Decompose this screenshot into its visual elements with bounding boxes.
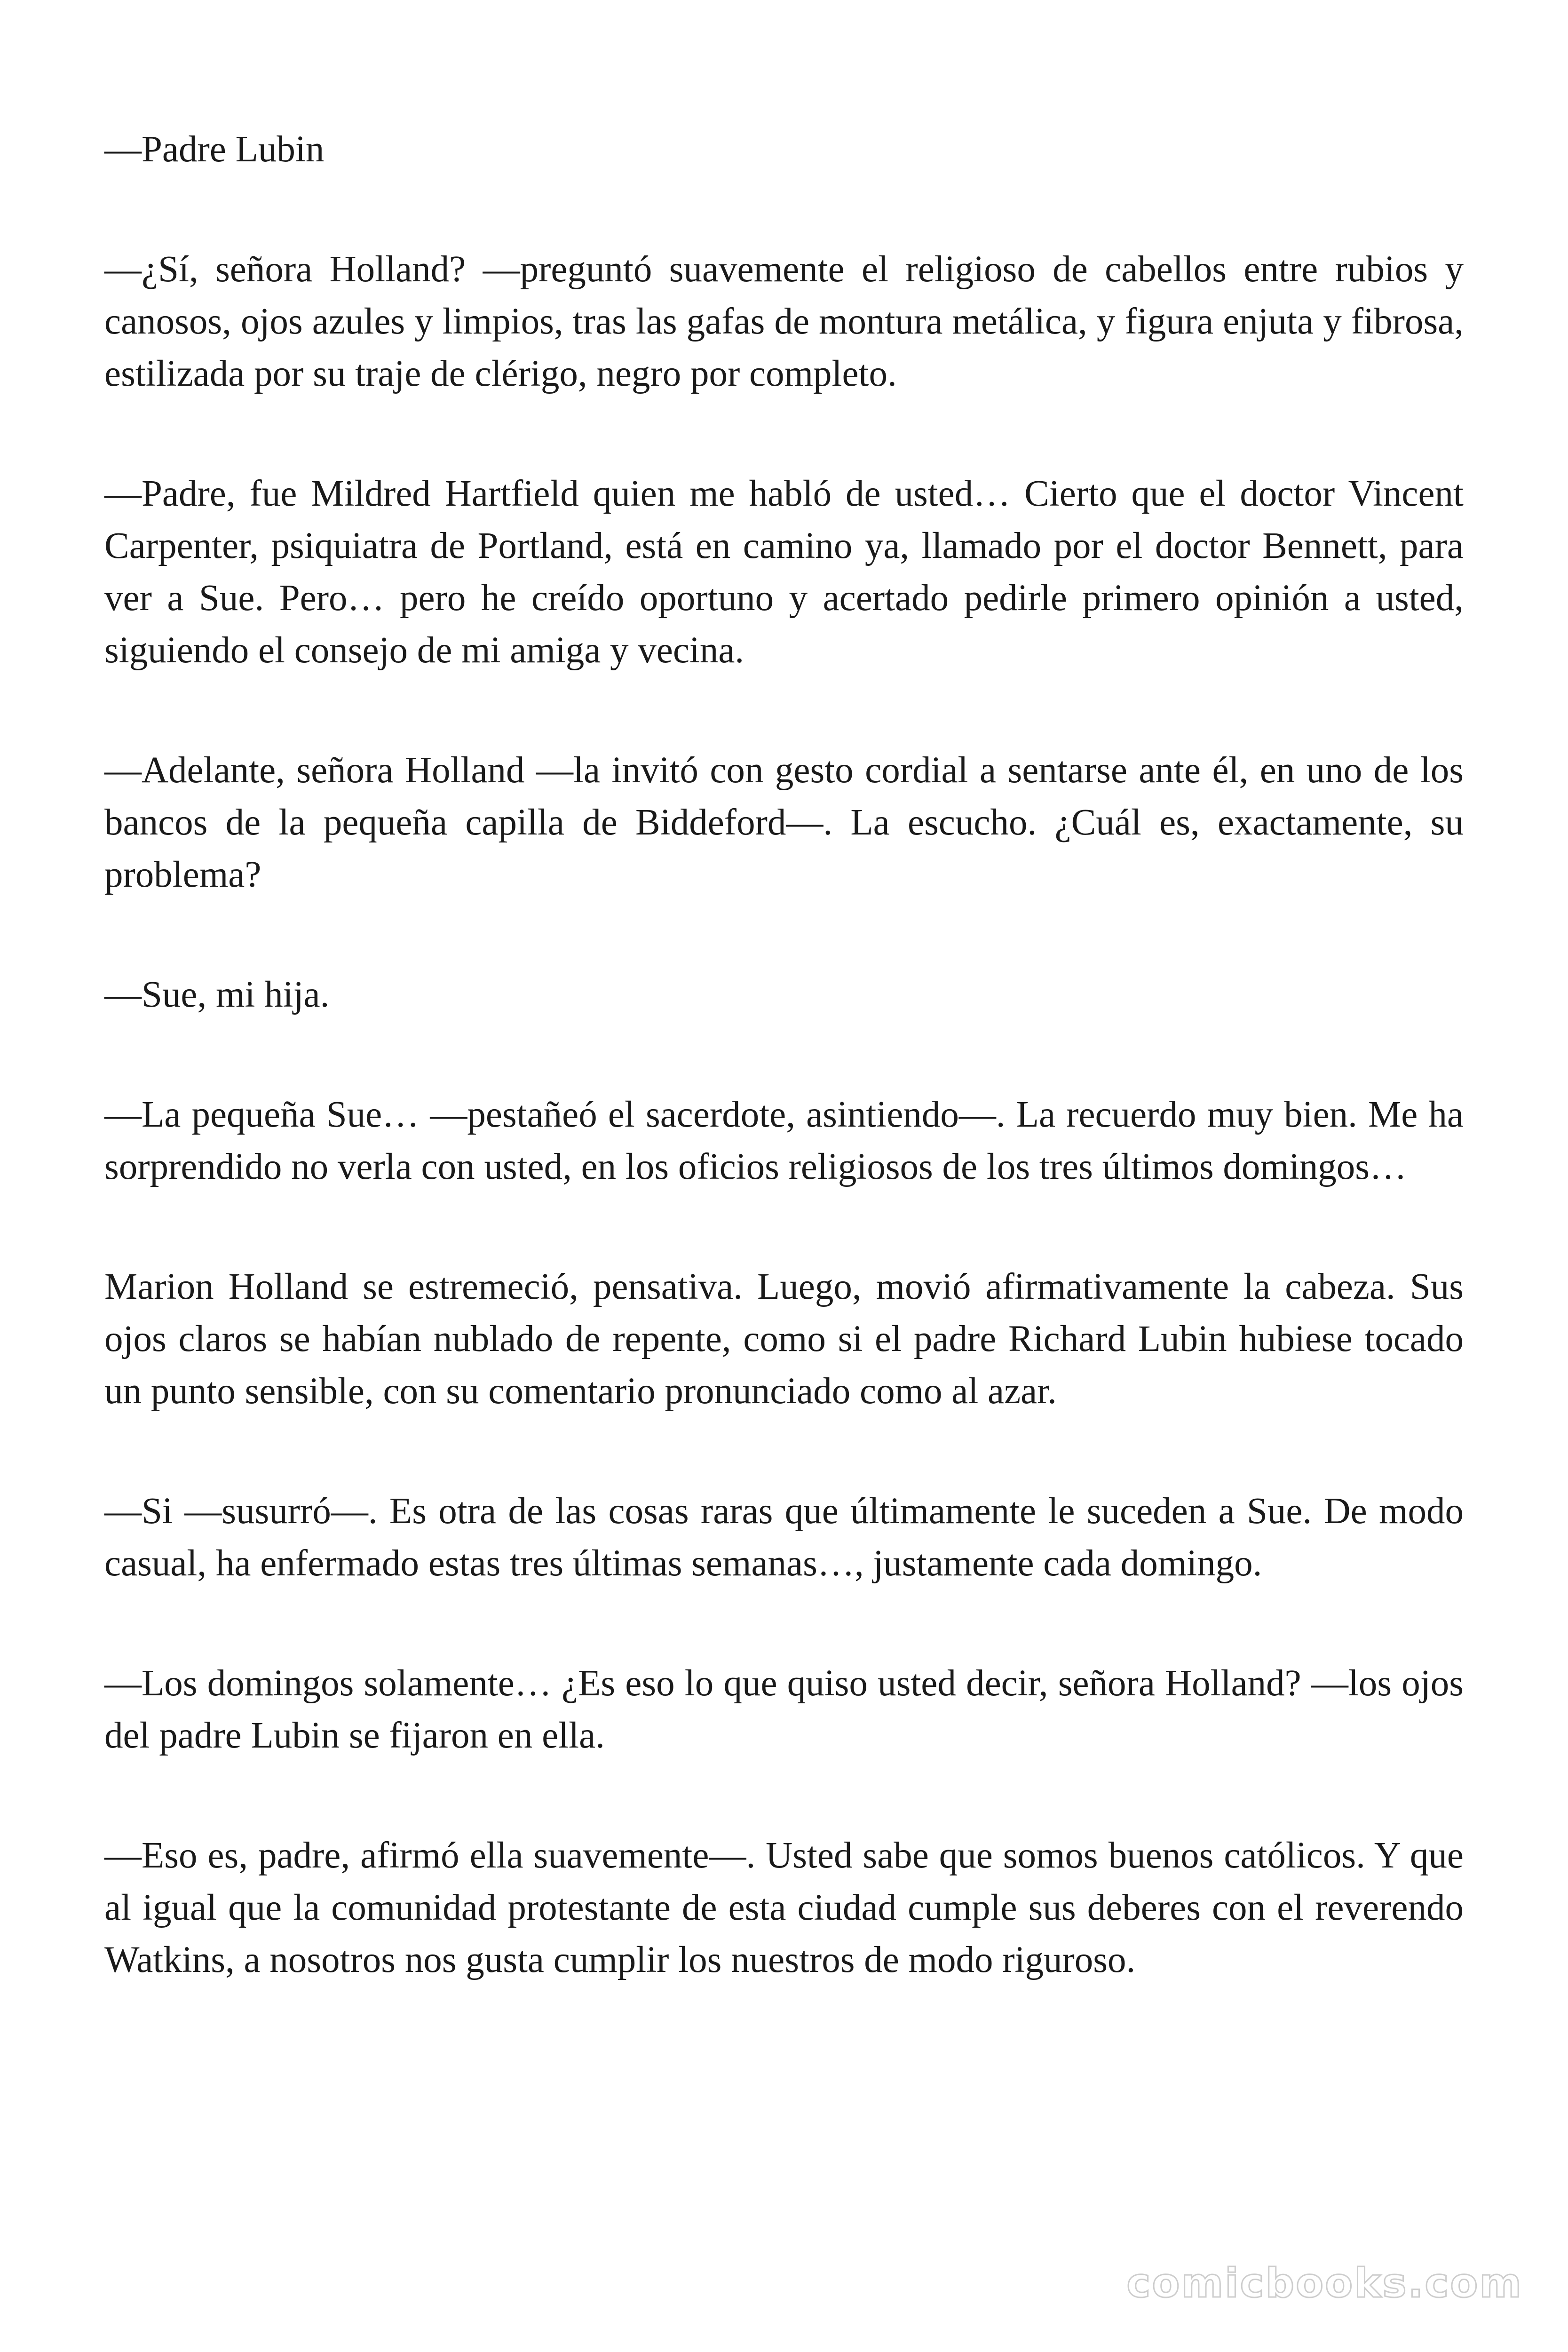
text-column xyxy=(104,123,1464,1986)
paragraph-10: —Eso es, padre, afirmó ella suavemente—. Usted sabe que somos buenos católicos. Y que al igual que la comunidad protestante de esta ciudad cumple sus deberes con el reverendo Watkins, a nosotros nos gusta cumplir los nuestros de modo riguroso. xyxy=(104,1835,1464,1980)
paragraph-9: —Los domingos solamente… ¿Es eso lo que quiso usted decir, señora Holland? —los ojos del padre Lubin se fijaron en ella. xyxy=(104,1663,1464,1756)
paragraph-3: —Padre, fue Mildred Hartfield quien me habló de usted… Cierto que el doctor Vincent Carpenter, psiquiatra de Portland, está en camino ya, llamado por el doctor Bennett, para ver a Sue. Pero… pero he creído oportuno y acertado pedirle primero opinión a usted, siguiendo el consejo de mi amiga y vecina. xyxy=(104,473,1464,671)
watermark: comicbooks.com xyxy=(1126,2260,1523,2307)
paragraph-2: —¿Sí, señora Holland? —preguntó suavemente el religioso de cabellos entre rubios y canosos, ojos azules y limpios, tras las gafas de montura metálica, y figura enjuta y fibrosa, estilizada por su traje de clérigo, negro por completo. xyxy=(104,249,1464,394)
paragraph-1: —Padre Lubin xyxy=(104,129,325,170)
paragraph-5: —Sue, mi hija. xyxy=(104,974,330,1015)
paragraph-4: —Adelante, señora Holland —la invitó con gesto cordial a sentarse ante él, en uno de los bancos de la pequeña capilla de Biddeford—. La escucho. ¿Cuál es, exactamente, su problema? xyxy=(104,750,1464,895)
paragraph-7: Marion Holland se estremeció, pensativa. Luego, movió afirmativamente la cabeza. Sus ojos claros se habían nublado de repente, como si el padre Richard Lubin hubiese tocado un punto sensible, con su comentario pronunciado como al azar. xyxy=(104,1266,1464,1412)
paragraph-8: —Si —susurró—. Es otra de las cosas raras que últimamente le suceden a Sue. De modo casual, ha enfermado estas tres últimas semanas…, justamente cada domingo. xyxy=(104,1491,1464,1584)
paragraph-6: —La pequeña Sue… —pestañeó el sacerdote, asintiendo—. La recuerdo muy bien. Me ha sorprendido no verla con usted, en los oficios religiosos de los tres últimos domingos… xyxy=(104,1094,1464,1187)
